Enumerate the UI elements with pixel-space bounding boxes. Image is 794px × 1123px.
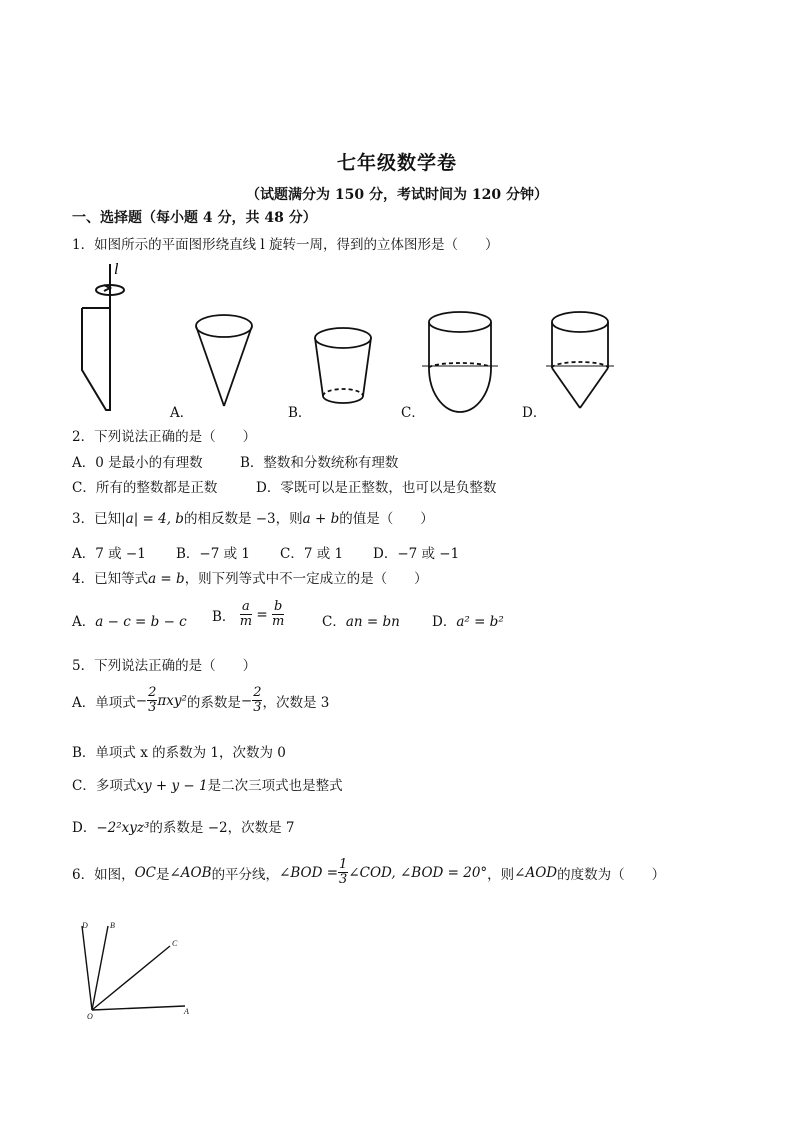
option-d-suffix: 的系数是 −2，次数是 7 — [149, 820, 295, 836]
question-6-oc: OC — [134, 864, 156, 881]
question-4-option-b: B． $\frac{a}{m}$ = $\frac{b}{m}$ — [212, 599, 285, 630]
option-a-label: A． — [72, 614, 96, 630]
question-6-prefix: 6．如图， — [72, 866, 135, 883]
question-2-text: 2．下列说法正确的是（ ） — [72, 429, 257, 445]
question-3-abs: |a| = 4, b — [121, 511, 184, 527]
question-4-option-c — [322, 610, 400, 630]
option-a-term: πxy² — [157, 692, 187, 709]
question-2-option-a: A．0 是最小的有理数 — [72, 455, 203, 471]
option-c-expr: an = bn — [345, 614, 400, 630]
question-5-text: 5．下列说法正确的是（ ） — [72, 658, 257, 674]
label-b: B — [110, 921, 115, 930]
question-2-option-d: D．零既可以是正整数，也可以是负整数 — [256, 480, 497, 496]
option-d-cylinder-cone — [546, 312, 614, 408]
fraction-one-third: $\frac{1}{3}$ — [339, 857, 348, 888]
ray-oa — [92, 1006, 185, 1010]
question-6-mid3: ，则 — [487, 866, 515, 883]
label-a: A — [184, 1007, 189, 1016]
question-6-end: 的度数为（ ） — [557, 866, 666, 883]
fraction-two-thirds: $\frac{2}{3}$ — [148, 685, 157, 716]
option-d-label: D． — [522, 405, 547, 421]
question-3-end: 的值是（ ） — [339, 511, 434, 527]
fraction-b-over-m: $\frac{b}{m}$ — [271, 599, 285, 630]
section-heading: 一、选择题（每小题 4 分，共 48 分） — [72, 210, 317, 226]
option-a-expr: a − c = b − c — [95, 614, 187, 630]
question-6-aod: ∠AOD — [514, 864, 558, 881]
page-title: 七年级数学卷 — [336, 152, 457, 174]
option-c-label: C． — [401, 405, 425, 421]
page-subtitle: （试题满分为 150 分，考试时间为 120 分钟） — [246, 187, 548, 203]
question-6-bod: ∠BOD = — [279, 864, 339, 881]
question-3-option-b: B．−7 或 1 — [176, 546, 250, 562]
question-6-cod: ∠COD, ∠BOD = 20° — [348, 864, 488, 881]
question-1-figure — [70, 258, 630, 418]
option-c-suffix: 是二次三项式也是整式 — [207, 778, 343, 794]
option-a-end: ，次数是 3 — [262, 694, 330, 711]
option-c-cylinder-hemisphere — [422, 312, 498, 412]
label-d: D — [82, 921, 88, 930]
question-4-text — [72, 567, 428, 587]
option-d-expr: a² = b² — [456, 614, 504, 630]
option-c-expr: xy + y − 1 — [136, 778, 208, 794]
option-a-label: A． — [170, 405, 194, 421]
label-c: C — [172, 939, 178, 948]
option-b-frustum — [315, 328, 371, 403]
question-3-option-c: C．7 或 1 — [280, 546, 344, 562]
label-o: O — [87, 1012, 93, 1021]
question-3-suffix: 的相反数是 −3，则 — [183, 511, 303, 527]
question-2-option-b: B．整数和分数统称有理数 — [240, 455, 399, 471]
option-a-label: A．单项式 — [72, 694, 136, 711]
fraction-a-over-m: $\frac{a}{m}$ — [239, 599, 253, 630]
question-5-option-c — [72, 774, 343, 794]
question-3-option-a: A．7 或 −1 — [72, 546, 146, 562]
ray-od — [82, 926, 92, 1010]
question-6-mid1: 是 — [156, 866, 170, 883]
question-4-prefix: 4．已知等式 — [72, 571, 149, 587]
option-d-label: D． — [432, 614, 457, 630]
question-5-option-a: A．单项式− $\frac{2}{3}$ πxy²的系数是− $\frac{2}{3}$ ，次数是 3 — [72, 685, 330, 716]
option-b-label: B． — [212, 608, 236, 625]
option-c-label: C． — [322, 614, 346, 630]
question-4-option-a — [72, 610, 187, 630]
option-a-cone — [196, 315, 252, 406]
axis-label: l — [114, 261, 119, 278]
option-d-expr: −2²xyz³ — [96, 820, 150, 836]
option-a-mid: 的系数是 — [186, 694, 241, 711]
question-3-expr: a + b — [302, 511, 340, 527]
question-6-aob: ∠AOB — [169, 864, 212, 881]
question-3-prefix: 3．已知 — [72, 511, 122, 527]
planar-figure — [82, 264, 124, 410]
question-2-option-c: C．所有的整数都是正数 — [72, 480, 218, 496]
question-4-option-d — [432, 610, 504, 630]
question-5-option-d — [72, 816, 294, 836]
question-6-mid2: 的平分线， — [211, 866, 280, 883]
option-c-prefix: C．多项式 — [72, 778, 137, 794]
ray-ob — [92, 926, 108, 1010]
question-6-text — [72, 858, 665, 888]
option-d-prefix: D． — [72, 820, 97, 836]
question-4-eq: a = b — [148, 571, 185, 587]
question-3-text — [72, 507, 434, 527]
question-1-text: 1．如图所示的平面图形绕直线 l 旋转一周，得到的立体图形是（ ） — [72, 237, 499, 253]
ray-oc — [92, 946, 170, 1010]
question-3-option-d: D．−7 或 −1 — [373, 546, 460, 562]
fraction-two-thirds-coef: $\frac{2}{3}$ — [253, 685, 262, 716]
question-4-suffix: ，则下列等式中不一定成立的是（ ） — [184, 571, 428, 587]
question-6-figure — [70, 918, 200, 1028]
question-5-option-b: B．单项式 x 的系数为 1，次数为 0 — [72, 745, 286, 761]
option-b-label: B． — [288, 405, 312, 421]
